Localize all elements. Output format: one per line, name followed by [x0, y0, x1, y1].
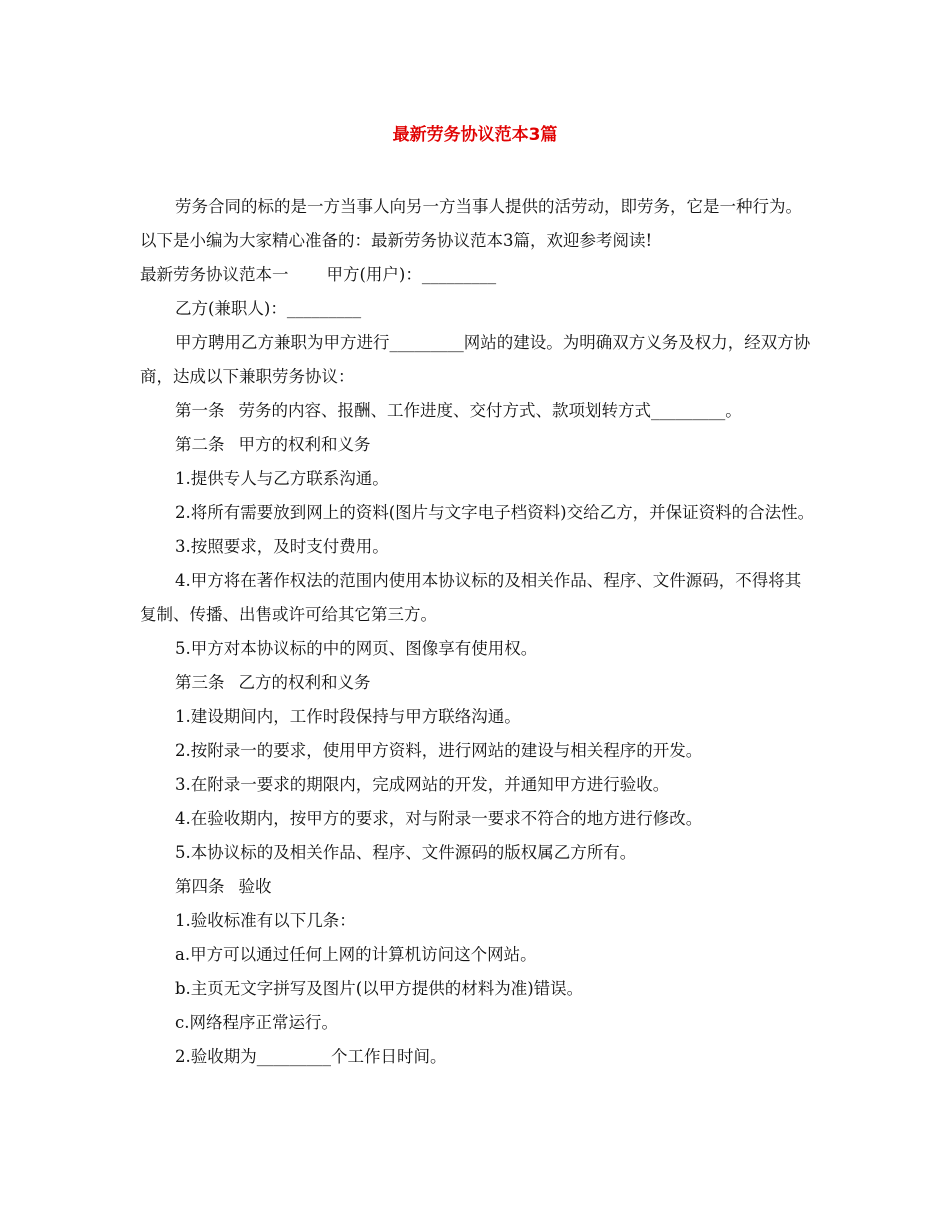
intro-paragraph: 劳务合同的标的是一方当事人向另一方当事人提供的活劳动，即劳务，它是一种行为。以下是小编为大家精心准备的：最新劳务协议范本3篇，欢迎参考阅读!	[140, 197, 802, 250]
article-4-item: 1.验收标准有以下几条：	[175, 911, 356, 930]
article-1-label: 第一条	[175, 401, 225, 420]
article-2-item: 1.提供专人与乙方联系沟通。	[175, 469, 389, 488]
sample-heading: 最新劳务协议范本一	[140, 265, 289, 284]
article-2-heading	[140, 428, 816, 462]
article-4-text: 验收	[238, 877, 272, 896]
purpose-paragraph: 甲方聘用乙方兼职为甲方进行_________网站的建设。为明确双方义务及权力，经双方协商，达成以下兼职劳务协议：	[140, 333, 811, 386]
article-3-text: 乙方的权利和义务	[238, 673, 371, 692]
document-body	[140, 190, 816, 1074]
article-4-label: 第四条	[175, 877, 225, 896]
article-3-item: 1.建设期间内，工作时段保持与甲方联络沟通。	[175, 707, 521, 726]
article-3-label: 第三条	[175, 673, 225, 692]
document-title: 最新劳务协议范本3篇	[392, 125, 558, 145]
party-a-line: 甲方(用户)：_________	[326, 265, 497, 284]
article-2-item: 4.甲方将在著作权法的范围内使用本协议标的及相关作品、程序、文件源码，不得将其复制、传播、出售或许可给其它第三方。	[140, 571, 802, 624]
article-3-heading	[140, 666, 816, 700]
article-1-text: 劳务的内容、报酬、工作进度、交付方式、款项划转方式_________。	[238, 401, 742, 420]
article-2-item: 3.按照要求，及时支付费用。	[175, 537, 389, 556]
article-2-text: 甲方的权利和义务	[238, 435, 371, 454]
article-3-item: 4.在验收期内，按甲方的要求，对与附录一要求不符合的地方进行修改。	[175, 809, 703, 828]
article-2-item: 2.将所有需要放到网上的资料(图片与文字电子档资料)交给乙方，并保证资料的合法性。	[175, 503, 815, 522]
article-3-item: 2.按附录一的要求，使用甲方资料，进行网站的建设与相关程序的开发。	[175, 741, 703, 760]
sample-heading-line	[140, 258, 816, 292]
article-4-item: 2.验收期为_________个工作日时间。	[175, 1047, 447, 1066]
article-2-item: 5.甲方对本协议标的中的网页、图像享有使用权。	[175, 639, 538, 658]
article-4-item: c.网络程序正常运行。	[175, 1013, 338, 1032]
article-4-heading	[140, 870, 816, 904]
article-3-item: 3.在附录一要求的期限内，完成网站的开发，并通知甲方进行验收。	[175, 775, 670, 794]
article-4-item: a.甲方可以通过任何上网的计算机访问这个网站。	[175, 945, 537, 964]
article-4-item: b.主页无文字拼写及图片(以甲方提供的材料为准)错误。	[175, 979, 584, 998]
party-b-line: 乙方(兼职人)：_________	[175, 299, 362, 318]
article-1	[140, 394, 816, 428]
article-2-label: 第二条	[175, 435, 225, 454]
article-3-item: 5.本协议标的及相关作品、程序、文件源码的版权属乙方所有。	[175, 843, 637, 862]
